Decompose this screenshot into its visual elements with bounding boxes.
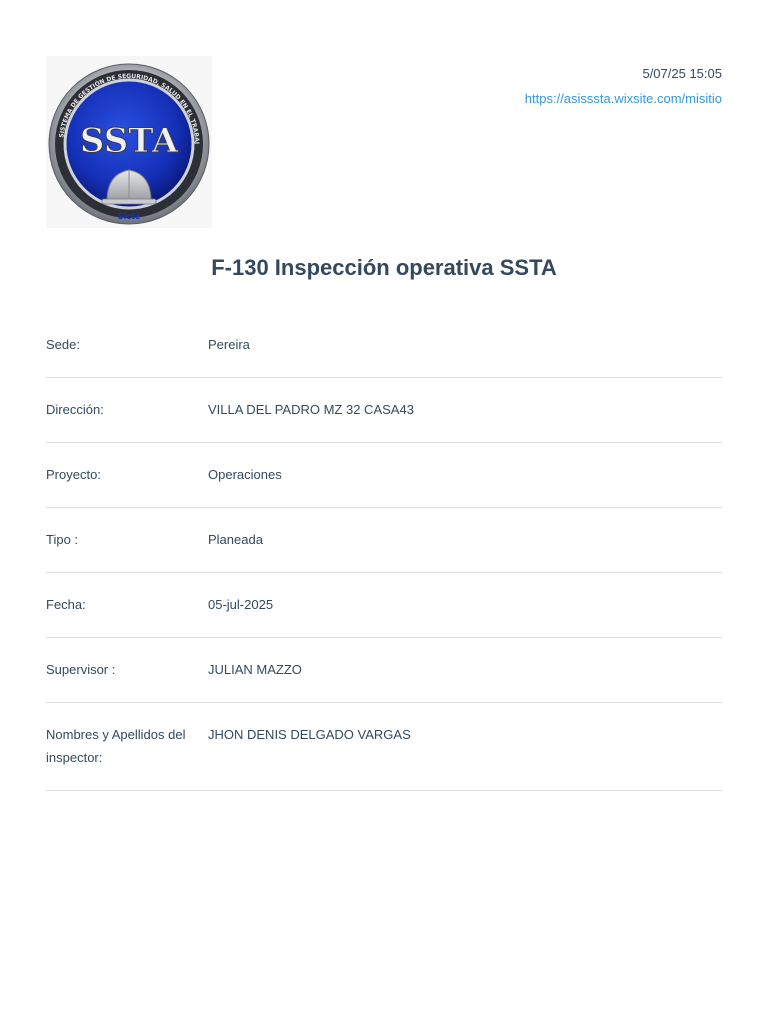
field-row-tipo: [46, 508, 722, 573]
logo-ring-text: SISTEMA DE GESTIÓN DE SEGURIDAD, SALUD EN EL TRABAJ: [58, 72, 201, 145]
document-meta: [525, 61, 722, 111]
field-label: Tipo :: [46, 532, 79, 547]
field-label: Sede:: [46, 337, 80, 352]
field-value: VILLA DEL PADRO MZ 32 CASA43: [208, 402, 414, 417]
page-title: F-130 Inspección operativa SSTA: [211, 255, 557, 280]
logo-main-text: SSTA: [79, 121, 179, 161]
field-label: Supervisor :: [46, 662, 116, 677]
field-value: 05-jul-2025: [208, 597, 274, 612]
field-value: JULIAN MAZZO: [208, 662, 302, 677]
print-datetime: 5/07/25 15:05: [642, 66, 722, 81]
ssta-seal-icon: [46, 56, 212, 228]
field-row-fecha: [46, 573, 722, 638]
logo-bottom-text: Sicte: [117, 212, 141, 221]
field-label: Nombres y Apellidos del inspector:: [46, 727, 186, 765]
field-row-sede: [46, 313, 722, 378]
field-value: Planeada: [208, 532, 263, 547]
field-row-supervisor: [46, 638, 722, 703]
field-label: Dirección:: [46, 402, 104, 417]
field-row-proyecto: [46, 443, 722, 508]
field-value: JHON DENIS DELGADO VARGAS: [208, 727, 411, 742]
field-label: Fecha:: [46, 597, 86, 612]
field-row-inspector: [46, 703, 722, 791]
field-row-direccion: [46, 378, 722, 443]
field-value: Pereira: [208, 337, 250, 352]
site-url-link[interactable]: https://asisssta.wixsite.com/misitio: [524, 91, 722, 106]
field-value: Operaciones: [208, 467, 282, 482]
ssta-logo: [46, 56, 212, 228]
field-label: Proyecto:: [46, 467, 101, 482]
form-fields: [46, 313, 722, 791]
